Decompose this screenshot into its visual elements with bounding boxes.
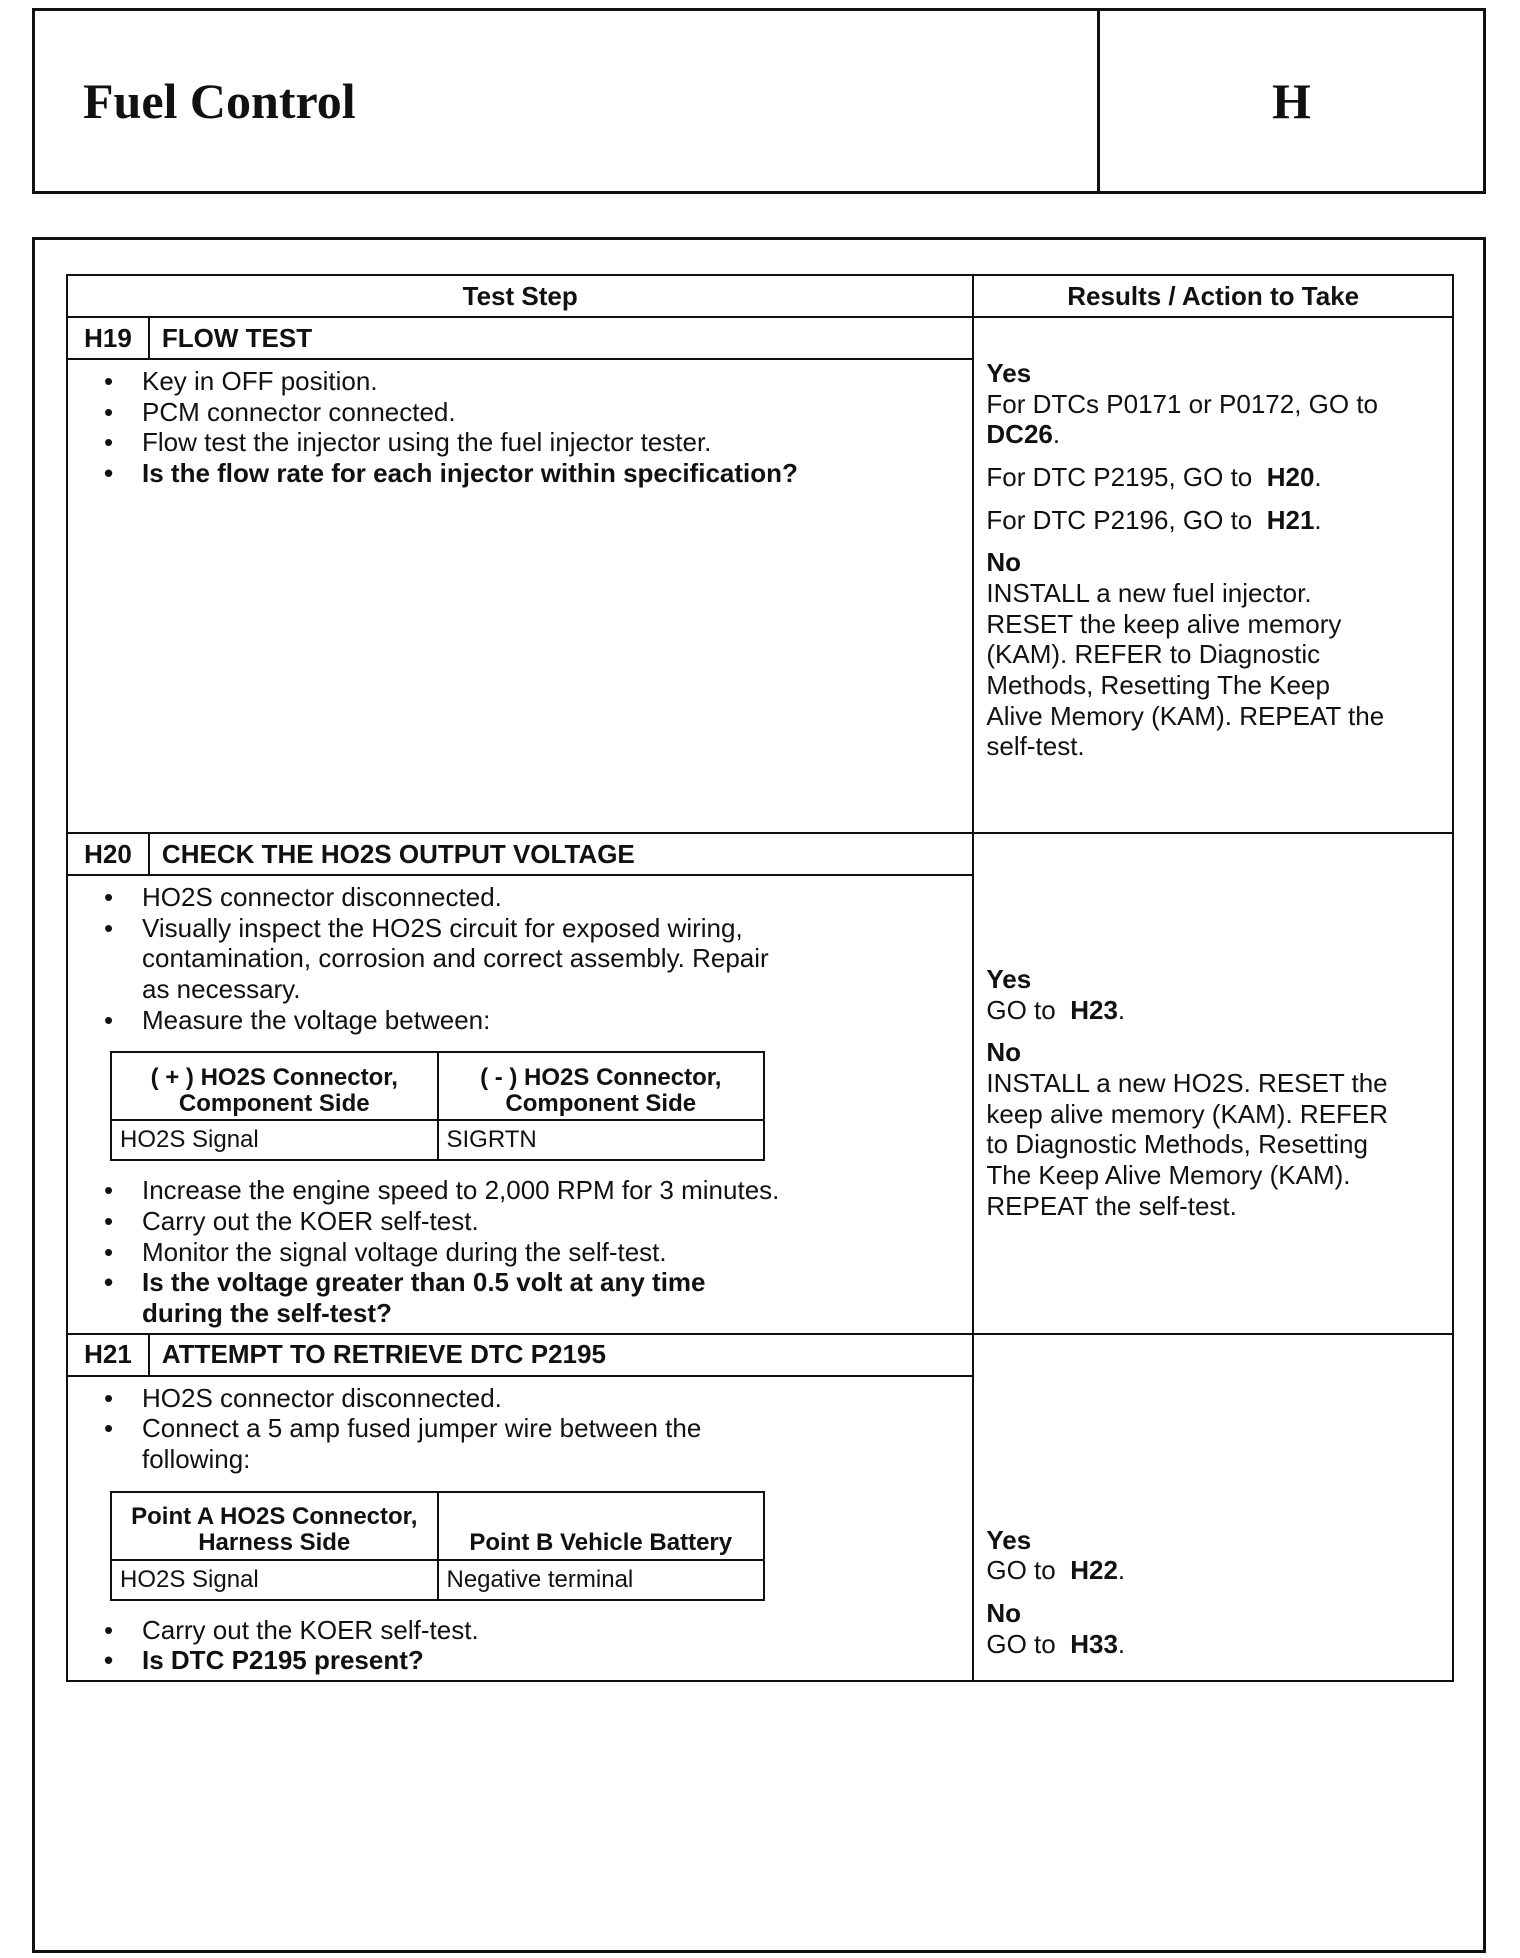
no-label: No bbox=[986, 1598, 1022, 1629]
yes-label: Yes bbox=[986, 1524, 1032, 1555]
step-row-h20 bbox=[67, 833, 1453, 875]
no-label: No bbox=[986, 547, 1022, 578]
list-item: • PCM connector connected. bbox=[84, 397, 962, 428]
step-row-h19 bbox=[67, 317, 1453, 359]
step-id: H19 bbox=[67, 317, 149, 359]
page-title: Fuel Control bbox=[35, 11, 1100, 191]
list-item: • Carry out the KOER self-test. bbox=[84, 1206, 962, 1237]
connection-cell: HO2S Signal bbox=[111, 1560, 438, 1600]
step-body bbox=[67, 359, 973, 833]
section-code: H bbox=[1272, 73, 1311, 129]
step-title: ATTEMPT TO RETRIEVE DTC P2195 bbox=[149, 1334, 973, 1376]
list-item: • Visually inspect the HO2S circuit for exposed wiring, contamination, corrosion and correct assembly. Repair as necessary. bbox=[84, 913, 792, 1005]
connection-column-header: Point B Vehicle Battery bbox=[438, 1492, 765, 1560]
list-item: • Flow test the injector using the fuel injector tester. bbox=[84, 427, 962, 458]
connection-column-header: Point A HO2S Connector, Harness Side bbox=[111, 1492, 438, 1560]
connection-cell: Negative terminal bbox=[438, 1560, 765, 1600]
no-text: INSTALL a new HO2S. RESET the keep alive memory (KAM). REFER to Diagnostic Methods, Resetting The Keep Alive Memory (KAM). REPEAT the self-test. bbox=[986, 1068, 1389, 1221]
goto-target: H20 bbox=[1266, 462, 1315, 493]
yes-label: Yes bbox=[986, 358, 1032, 388]
column-header-results: Results / Action to Take bbox=[973, 275, 1453, 317]
no-text: GO to bbox=[986, 1628, 1056, 1659]
step-title: FLOW TEST bbox=[149, 317, 973, 359]
page-header bbox=[32, 8, 1486, 194]
column-header-test-step: Test Step bbox=[67, 275, 973, 317]
step-results: Yes GO to H22. No GO to H33. bbox=[973, 1334, 1453, 1681]
step-id: H21 bbox=[67, 1334, 149, 1376]
connection-cell: HO2S Signal bbox=[111, 1120, 438, 1160]
step-body bbox=[67, 875, 973, 1334]
goto-target: H33 bbox=[1070, 1628, 1118, 1659]
yes-text: For DTC P2195, GO to bbox=[986, 462, 1253, 493]
goto-target: H22 bbox=[1070, 1555, 1118, 1586]
connection-cell: SIGRTN bbox=[438, 1120, 765, 1160]
list-item: • Increase the engine speed to 2,000 RPM for 3 minutes. bbox=[84, 1175, 962, 1206]
list-item: • Measure the voltage between: bbox=[84, 1005, 962, 1036]
no-label: No bbox=[986, 1037, 1022, 1068]
list-item: • Key in OFF position. bbox=[84, 366, 962, 397]
connection-column-header: ( - ) HO2S Connector, Component Side bbox=[438, 1052, 765, 1120]
goto-target: H21 bbox=[1266, 504, 1315, 535]
list-item: • HO2S connector disconnected. bbox=[84, 882, 962, 913]
list-item: • Carry out the KOER self-test. bbox=[84, 1615, 962, 1646]
yes-label: Yes bbox=[986, 964, 1032, 994]
goto-target: DC26 bbox=[986, 419, 1053, 450]
connection-column-header: ( + ) HO2S Connector, Component Side bbox=[111, 1052, 438, 1120]
step-row-h21 bbox=[67, 1334, 1453, 1376]
step-id: H20 bbox=[67, 833, 149, 875]
goto-target: H23 bbox=[1070, 994, 1118, 1025]
step-question: • Is the voltage greater than 0.5 volt at any time during the self-test? bbox=[84, 1267, 792, 1328]
step-results: Yes GO to H23. No INSTALL a new HO2S. RESET the keep alive memory (KAM). REFER to Diagnostic Methods, Resetting The Keep Alive Memory (KAM). REPEAT the self-test. bbox=[973, 833, 1453, 1334]
step-question: • Is the flow rate for each injector within specification? bbox=[84, 458, 962, 489]
connection-table bbox=[110, 1051, 765, 1161]
yes-text: For DTCs P0171 or P0172, GO to bbox=[986, 388, 1379, 419]
list-item: • HO2S connector disconnected. bbox=[84, 1383, 962, 1414]
list-item: • Monitor the signal voltage during the self-test. bbox=[84, 1237, 962, 1268]
step-body bbox=[67, 1376, 973, 1681]
list-item: • Connect a 5 amp fused jumper wire between the following: bbox=[84, 1413, 792, 1474]
step-results: Yes For DTCs P0171 or P0172, GO to DC26. For DTC P2195, GO to H20. For DTC P2196, GO to H21. No INSTALL a new fuel injector. RESET the keep alive memory (KAM). REFER to Diagnostic Methods, Resetting The Keep Alive Memory (KAM). REPEAT the self-test. bbox=[973, 317, 1453, 833]
yes-text: GO to bbox=[986, 994, 1056, 1025]
no-text: INSTALL a new fuel injector. RESET the keep alive memory (KAM). REFER to Diagnostic Methods, Resetting The Keep Alive Memory (KAM). REPEAT the self-test. bbox=[986, 578, 1385, 762]
step-title: CHECK THE HO2S OUTPUT VOLTAGE bbox=[149, 833, 973, 875]
connection-table bbox=[110, 1491, 765, 1601]
yes-text: GO to bbox=[986, 1555, 1056, 1586]
diagnostic-table bbox=[66, 274, 1454, 1682]
step-question: • Is DTC P2195 present? bbox=[84, 1645, 962, 1676]
yes-text: For DTC P2196, GO to bbox=[986, 504, 1253, 535]
